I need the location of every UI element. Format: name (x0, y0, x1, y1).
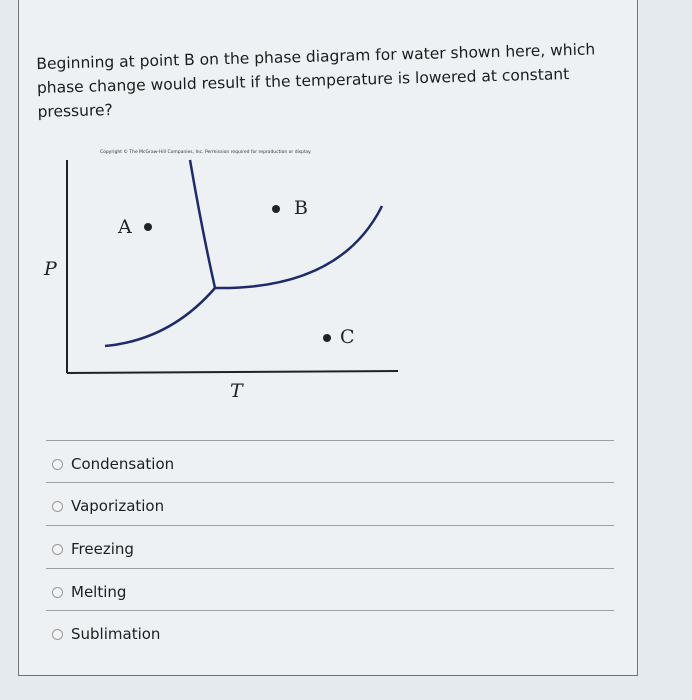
divider (46, 568, 614, 569)
copyright-notice: Copyright © The McGraw-Hill Companies, Inc. Permission required for reproduction or display. (100, 150, 312, 155)
sublimation-curve (105, 288, 215, 346)
point-c-label: C (340, 326, 355, 348)
phase-diagram-lines (40, 140, 420, 415)
option-label: Melting (71, 583, 127, 601)
x-axis (67, 371, 398, 373)
option-sublimation[interactable] (52, 625, 160, 643)
radio-button[interactable] (52, 544, 63, 555)
option-label: Condensation (71, 455, 175, 473)
radio-button[interactable] (52, 459, 63, 470)
option-label: Sublimation (71, 625, 161, 643)
point-a-label: A (118, 216, 132, 238)
radio-button[interactable] (52, 587, 63, 598)
point-b-label: B (294, 197, 308, 219)
y-axis-label: P (44, 258, 57, 280)
option-condensation[interactable] (52, 455, 174, 473)
radio-button[interactable] (52, 501, 63, 512)
option-label: Vaporization (71, 497, 165, 515)
option-freezing[interactable] (52, 540, 134, 558)
point-b-dot (272, 205, 280, 213)
divider (46, 482, 614, 483)
divider (46, 525, 614, 526)
option-melting[interactable] (52, 583, 126, 601)
phase-diagram (40, 140, 420, 415)
divider (46, 610, 614, 611)
option-vaporization[interactable] (52, 497, 164, 515)
question-text: Beginning at point B on the phase diagram for water shown here, which phase change would result if the temperature is lowered at constant pressure? (36, 40, 596, 121)
radio-button[interactable] (52, 629, 63, 640)
option-label: Freezing (71, 540, 134, 558)
divider (46, 440, 614, 441)
point-a-dot (144, 223, 152, 231)
point-c-dot (323, 334, 331, 342)
fusion-curve (190, 160, 215, 288)
x-axis-label: T (230, 380, 243, 402)
